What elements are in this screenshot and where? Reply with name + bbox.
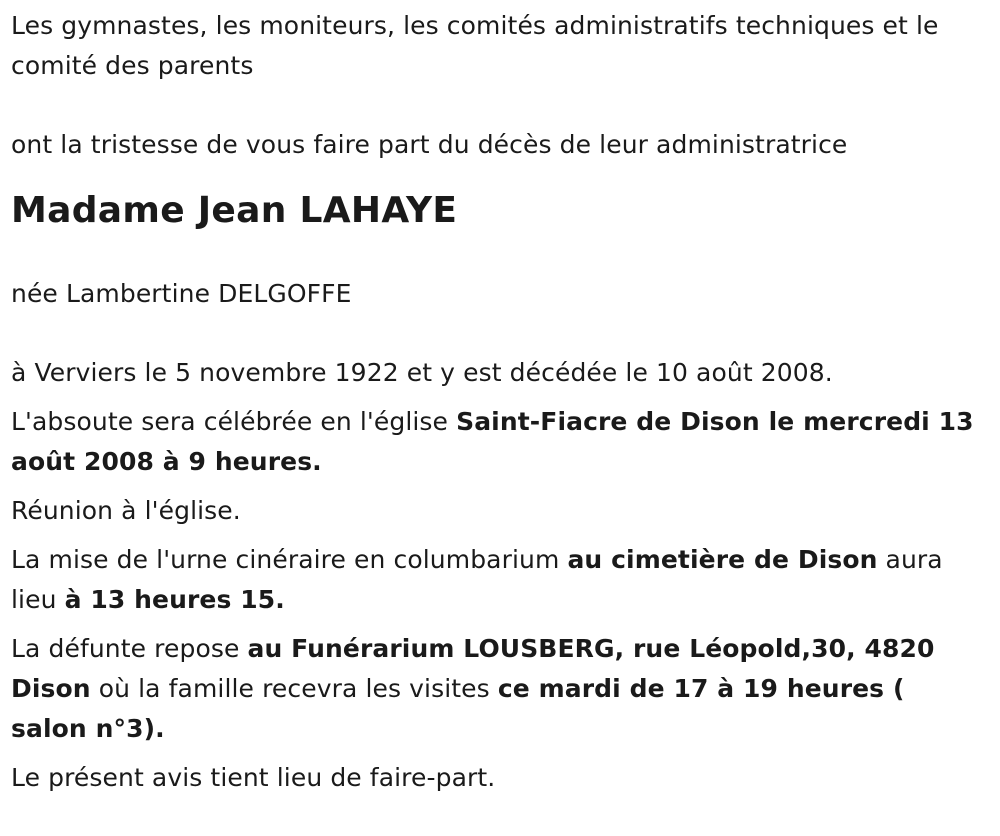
absoute-details: Saint-Fiacre de Dison le mercredi 13 août 2008 à 9 heures. bbox=[11, 407, 974, 476]
repose-paragraph bbox=[11, 629, 989, 749]
announcement-text: ont la tristesse de vous faire part du décès de leur administratrice bbox=[11, 130, 848, 159]
urn-time: à 13 heures 15. bbox=[64, 585, 285, 614]
absoute-paragraph bbox=[11, 402, 989, 482]
birth-death-text: à Verviers le 5 novembre 1922 et y est décédée le 10 août 2008. bbox=[11, 358, 833, 387]
absoute-prefix: L'absoute sera célébrée en l'église bbox=[11, 407, 457, 436]
urn-prefix: La mise de l'urne cinéraire en columbarium bbox=[11, 545, 568, 574]
maiden-name: née Lambertine DELGOFFE bbox=[11, 279, 352, 308]
closing-text: Le présent avis tient lieu de faire-part. bbox=[11, 763, 496, 792]
urn-place: au cimetière de Dison bbox=[567, 545, 878, 574]
deceased-name: Madame Jean LAHAYE bbox=[11, 190, 458, 231]
urn-paragraph bbox=[11, 540, 989, 620]
intro-text: Les gymnastes, les moniteurs, les comités administratifs techniques et le comité des parents bbox=[11, 11, 939, 80]
repose-place: au Funérarium LOUSBERG, rue Léopold,30, 4820 Dison bbox=[11, 634, 935, 703]
repose-prefix: La défunte repose bbox=[11, 634, 248, 663]
urn-middle: aura lieu bbox=[11, 545, 943, 614]
meeting-text: Réunion à l'église. bbox=[11, 496, 241, 525]
repose-visits: ce mardi de 17 à 19 heures ( salon n°3). bbox=[11, 674, 905, 743]
repose-middle: où la famille recevra les visites bbox=[90, 674, 498, 703]
